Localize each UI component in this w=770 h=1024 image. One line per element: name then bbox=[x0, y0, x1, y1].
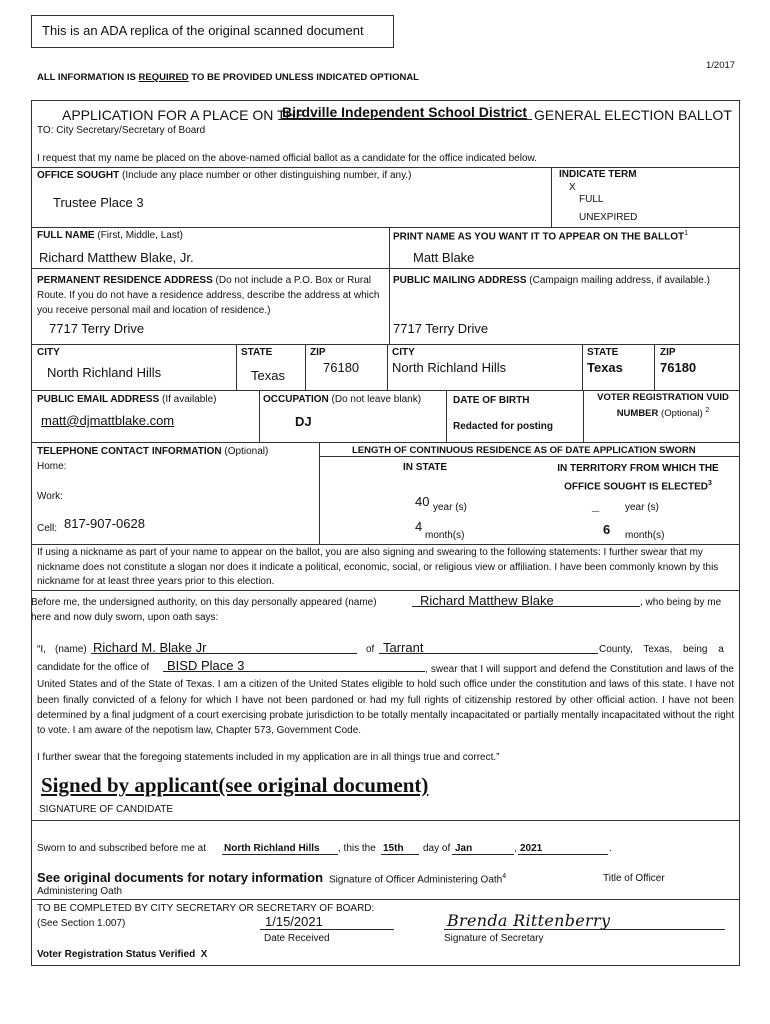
notary-see-original: See original documents for notary information bbox=[37, 870, 324, 885]
notary-title-label: Title of Officer bbox=[603, 873, 665, 884]
form-title-post: GENERAL ELECTION BALLOT bbox=[534, 107, 732, 123]
ballot-name-label-text: PRINT NAME AS YOU WANT IT TO APPEAR ON THE BALLOT bbox=[393, 231, 685, 243]
secretary-signature-line bbox=[444, 929, 725, 930]
authority-post: , who being by me bbox=[640, 597, 722, 608]
phone-cell-value: 817-907-0628 bbox=[64, 516, 145, 531]
occupation-label-b: OCCUPATION bbox=[263, 394, 329, 405]
res-city-label: CITY bbox=[37, 347, 60, 358]
to-line: TO: City Secretary/Secretary of Board bbox=[37, 125, 206, 136]
email-label-b: PUBLIC EMAIL ADDRESS bbox=[37, 394, 160, 405]
oath-candidate-pre: candidate for the office of bbox=[37, 662, 150, 673]
oath-county-post-text: County, Texas, being a bbox=[599, 644, 724, 655]
required-word: REQUIRED bbox=[138, 72, 189, 83]
oath-office: BISD Place 3 bbox=[167, 658, 245, 673]
dob-value: Redacted for posting bbox=[453, 421, 554, 432]
residence-value: 7717 Terry Drive bbox=[49, 321, 145, 336]
mail-state-value: Texas bbox=[587, 360, 623, 375]
phone-label bbox=[37, 446, 268, 457]
office-label bbox=[37, 170, 411, 181]
occupation-value: DJ bbox=[295, 414, 312, 429]
secretary-section: (See Section 1.007) bbox=[37, 918, 126, 929]
oath-name-label: (name) bbox=[55, 644, 87, 655]
full-name-label bbox=[37, 230, 183, 241]
rule-city-top bbox=[31, 344, 740, 345]
rule-signature-bottom bbox=[31, 820, 740, 821]
sworn-month: Jan bbox=[455, 843, 473, 854]
mail-zip-label: ZIP bbox=[660, 347, 676, 358]
res-state-value: Texas bbox=[251, 368, 285, 383]
notary-sig-sup: 4 bbox=[502, 873, 507, 880]
sworn-year: 2021 bbox=[520, 843, 543, 854]
residence-label-b: PERMANENT RESIDENCE ADDRESS bbox=[37, 275, 213, 286]
signature-label: SIGNATURE OF CANDIDATE bbox=[39, 804, 174, 815]
voter-status-label: Voter Registration Status Verified bbox=[37, 949, 196, 960]
form-title-pre: APPLICATION FOR A PLACE ON THE bbox=[62, 107, 305, 123]
term-mark: X bbox=[569, 182, 576, 193]
length-in-state: IN STATE bbox=[403, 462, 448, 473]
rule-city-mid bbox=[387, 344, 388, 390]
res-city-value: North Richland Hills bbox=[47, 365, 162, 380]
rule-office-top bbox=[31, 167, 740, 168]
rule-secretary-top bbox=[31, 899, 740, 900]
res-zip-label: ZIP bbox=[310, 347, 326, 358]
email-value: matt@djmattblake.com bbox=[41, 413, 175, 428]
rule-dob bbox=[446, 390, 447, 442]
oath-name: Richard M. Blake Jr bbox=[93, 640, 207, 655]
term-unexpired: UNEXPIRED bbox=[579, 212, 638, 223]
residence-label bbox=[37, 273, 383, 318]
ballot-name-label bbox=[393, 230, 688, 242]
term-full: FULL bbox=[579, 194, 604, 205]
length-in-territory bbox=[552, 461, 724, 494]
phone-home: Home: bbox=[37, 461, 67, 472]
vuid-sup: 2 bbox=[705, 407, 710, 414]
secretary-date-line bbox=[260, 929, 394, 930]
rule-occupation bbox=[259, 390, 260, 442]
phone-work: Work: bbox=[37, 491, 63, 502]
notary-sig-label-text: Signature of Officer Administering Oath bbox=[329, 874, 503, 886]
occupation-label bbox=[263, 394, 421, 405]
rule-phone-mid bbox=[319, 442, 320, 544]
rule-vuid bbox=[583, 390, 584, 442]
res-zip-value: 76180 bbox=[323, 360, 360, 375]
secretary-date-label: Date Received bbox=[264, 933, 330, 944]
state-months-label: month(s) bbox=[425, 530, 465, 541]
territory-years-label: year (s) bbox=[625, 502, 659, 513]
state-years-value: 40 bbox=[415, 494, 430, 509]
authority-name-line bbox=[412, 606, 640, 607]
oath-body bbox=[37, 662, 734, 738]
rule-mail-state bbox=[582, 344, 583, 390]
length-territory-sup: 3 bbox=[708, 480, 712, 487]
ballot-name-sup: 1 bbox=[684, 230, 689, 237]
full-name-value: Richard Matthew Blake, Jr. bbox=[39, 250, 194, 265]
rule-address-top bbox=[31, 268, 740, 269]
signature-value: Signed by applicant(see original document) bbox=[41, 773, 429, 797]
territory-months-value: 6 bbox=[603, 522, 611, 537]
mailing-label-rest: (Campaign mailing address, if available.) bbox=[526, 275, 710, 286]
full-name-label-rest: (First, Middle, Last) bbox=[94, 230, 183, 241]
oath-of: of bbox=[366, 644, 375, 655]
rule-nickname-bottom bbox=[31, 590, 740, 591]
secretary-date: 1/15/2021 bbox=[265, 914, 323, 929]
nickname-statement: If using a nickname as part of your name to appear on the ballot, you are also signing and swearing to the following statements: I further swear that my nickname does not constitute a slogan nor does it indicate a political, economic, social, or religious view or affiliation. I have been commonly known by this nickname for at least three years prior to this election. bbox=[37, 547, 719, 587]
office-label-b: OFFICE SOUGHT bbox=[37, 170, 120, 181]
required-post: TO BE PROVIDED UNLESS INDICATED OPTIONAL bbox=[188, 72, 419, 83]
rule-name-top bbox=[31, 227, 740, 228]
secretary-signature: Brenda Rittenberry bbox=[447, 911, 611, 930]
residence-label-rest: (Do not include a P.O. Box or Rural Route. If you do not have a residence address, describe the address at which you receive personal mail and location of residence.) bbox=[37, 275, 380, 316]
office-value: Trustee Place 3 bbox=[53, 195, 144, 210]
length-header: LENGTH OF CONTINUOUS RESIDENCE AS OF DATE APPLICATION SWORN bbox=[352, 445, 696, 456]
mailing-label-b: PUBLIC MAILING ADDRESS bbox=[393, 275, 527, 286]
sworn-comma: , bbox=[514, 843, 517, 854]
length-in-territory-text: IN TERRITORY FROM WHICH THE OFFICE SOUGHT IS ELECTED bbox=[557, 463, 719, 493]
sworn-month-line bbox=[452, 854, 514, 855]
mail-zip-value: 76180 bbox=[660, 360, 697, 375]
authority-name: Richard Matthew Blake bbox=[420, 593, 554, 608]
phone-label-b: TELEPHONE CONTACT INFORMATION bbox=[37, 446, 222, 457]
territory-years-value: _ bbox=[592, 498, 600, 513]
sworn-day-of: day of bbox=[423, 843, 451, 854]
sworn-end: . bbox=[609, 843, 612, 854]
mail-city-label: CITY bbox=[392, 347, 415, 358]
rule-phone-top bbox=[31, 442, 740, 443]
sworn-this-the: , this the bbox=[338, 843, 376, 854]
sworn-place-line bbox=[222, 854, 338, 855]
email-label bbox=[37, 394, 216, 405]
voter-status-mark: X bbox=[200, 949, 208, 960]
sworn-day-line bbox=[381, 854, 419, 855]
phone-cell: Cell: bbox=[37, 523, 58, 534]
oath-body-text: , swear that I will support and defend the Constitution and laws of the United States and of the State of Texas. I am a citizen of the United States eligible to hold such office under the constitution and laws of this state. I have not been finally convicted of a felony for which I have not been pardoned or had my full rights of citizenship restored by other official action. I have not been determined by a final judgment of a court exercising probate jurisdiction to be totally mentally incapacitated or partially mentally incapacitated without the right to vote. I am aware of the nepotism law, Chapter 573, Government Code. bbox=[37, 664, 734, 737]
sworn-day: 15th bbox=[383, 843, 404, 854]
vuid-label-rest: (Optional) bbox=[658, 408, 706, 420]
secretary-sig-label: Signature of Secretary bbox=[444, 933, 544, 944]
vuid-label-b: VOTER REGISTRATION VUID NUMBER bbox=[597, 392, 729, 420]
occupation-label-rest: (Do not leave blank) bbox=[328, 394, 422, 405]
form-date: 1/2017 bbox=[706, 60, 736, 71]
territory-months-label: month(s) bbox=[625, 530, 665, 541]
state-years-label: year (s) bbox=[433, 502, 467, 513]
oath-further: I further swear that the foregoing statements included in my application are in all things true and correct.” bbox=[37, 752, 500, 763]
rule-length-sub bbox=[319, 456, 740, 457]
authority-pre: Before me, the undersigned authority, on this day personally appeared (name) bbox=[31, 597, 377, 608]
dob-label: DATE OF BIRTH bbox=[453, 395, 530, 406]
oath-county: Tarrant bbox=[383, 640, 424, 655]
form-title-district: Birdville Independent School District bbox=[282, 104, 528, 120]
rule-nickname-top bbox=[31, 544, 740, 545]
authority-line2: here and now duly sworn, upon oath says: bbox=[31, 612, 219, 623]
district-underline bbox=[278, 119, 532, 120]
rule-term-left bbox=[551, 167, 552, 227]
res-state-label: STATE bbox=[241, 347, 273, 358]
request-line: I request that my name be placed on the above-named official ballot as a candidate for the office indicated below. bbox=[37, 153, 537, 164]
oath-name-line bbox=[91, 653, 357, 654]
mailing-value: 7717 Terry Drive bbox=[393, 321, 489, 336]
phone-label-rest: (Optional) bbox=[221, 446, 269, 457]
office-label-rest: (Include any place number or other distinguishing number, if any.) bbox=[119, 170, 412, 181]
sworn-place: North Richland Hills bbox=[224, 843, 320, 854]
ada-notice: This is an ADA replica of the original scanned document bbox=[42, 23, 364, 38]
notary-sig-label bbox=[329, 873, 506, 885]
voter-status-verified bbox=[37, 949, 207, 960]
rule-res-state bbox=[236, 344, 237, 390]
required-notice bbox=[37, 72, 419, 83]
oath-open: “I, bbox=[37, 644, 46, 655]
term-label: INDICATE TERM bbox=[559, 169, 637, 180]
ballot-name-value: Matt Blake bbox=[413, 250, 475, 265]
vuid-label bbox=[592, 391, 734, 420]
sworn-pre: Sworn to and subscribed before me at bbox=[37, 843, 206, 854]
mail-state-label: STATE bbox=[587, 347, 619, 358]
notary-administering: Administering Oath bbox=[37, 886, 123, 897]
oath-county-post bbox=[599, 644, 734, 655]
required-pre: ALL INFORMATION IS bbox=[37, 72, 139, 83]
rule-res-zip bbox=[305, 344, 306, 390]
oath-county-line bbox=[379, 653, 598, 654]
secretary-header: TO BE COMPLETED BY CITY SECRETARY OR SECRETARY OF BOARD: bbox=[37, 903, 375, 914]
full-name-label-b: FULL NAME bbox=[37, 230, 95, 241]
rule-mail-zip bbox=[654, 344, 655, 390]
sworn-year-line bbox=[518, 854, 608, 855]
mailing-label bbox=[393, 275, 710, 286]
email-label-rest: (If available) bbox=[159, 394, 217, 405]
state-months-value: 4 bbox=[415, 519, 423, 534]
rule-name-mid bbox=[389, 227, 390, 345]
mail-city-value: North Richland Hills bbox=[392, 360, 507, 375]
